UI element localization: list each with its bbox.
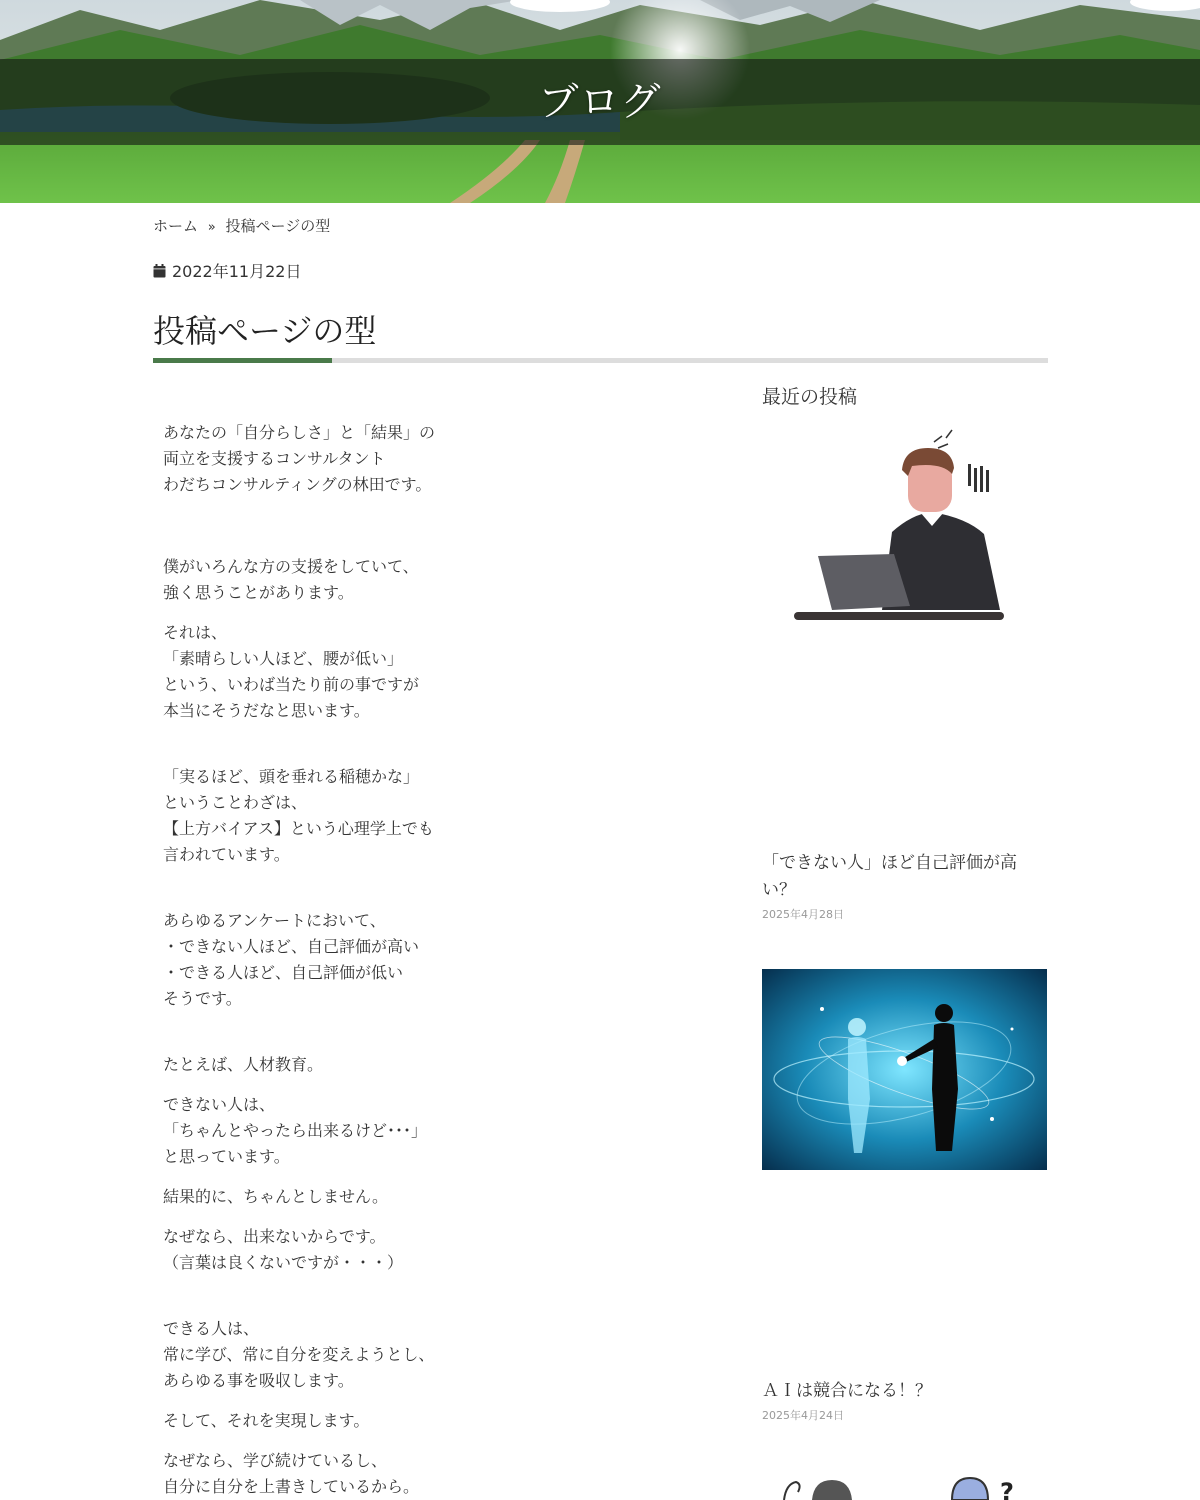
paragraph: できる人は、 常に学び、常に自分を変えようとし、 あらゆる事を吸収します。 (163, 1319, 435, 1390)
sidebar-heading: 最近の投稿 (762, 386, 858, 408)
paragraph: 「実るほど、頭を垂れる稲穂かな」 ということわざは、 【上方バイアス】という心理学上でも 言われています。 (163, 767, 434, 864)
recent-post-thumbnail-2[interactable] (762, 969, 1047, 1170)
calendar-icon (153, 264, 166, 278)
paragraph: そして、それを実現します。 (163, 1411, 370, 1430)
paragraph: なぜなら、学び続けているし、 自分に自分を上書きしているから。 (163, 1451, 420, 1496)
breadcrumb-current: 投稿ページの型 (225, 217, 331, 235)
paragraph: できない人は、 「ちゃんとやったら出来るけど･･･」 と思っています。 (163, 1095, 428, 1166)
svg-text:?: ? (1000, 1478, 1014, 1500)
paragraph: あなたの「自分らしさ」と「結果」の 両立を支援するコンサルタント わだちコンサルティングの林田です。 (163, 423, 436, 494)
recent-post-title-2[interactable]: ＡＩは競合になる！？ (762, 1381, 932, 1401)
paragraph: なぜなら、出来ないからです。 （言葉は良くないですが・・・） (163, 1227, 404, 1272)
recent-post-thumbnail-1[interactable] (762, 428, 1047, 628)
breadcrumb-separator: » (207, 220, 216, 235)
paragraph: それは、 「素晴らしい人ほど、腰が低い」 という、いわば当たり前の事ですが 本当にそうだなと思います。 (163, 623, 420, 720)
post-date-text: 2022年11月22日 (172, 262, 302, 281)
recent-post-date-2: 2025年4月24日 (762, 1409, 844, 1422)
paragraph: たとえば、人材教育。 (163, 1055, 324, 1074)
paragraph: 結果的に、ちゃんとしません。 (163, 1187, 388, 1206)
breadcrumb-home-link[interactable]: ホーム (153, 217, 199, 235)
paragraph: あらゆるアンケートにおいて、 ・できない人ほど、自己評価が高い ・できる人ほど、自己評価が低い そうです。 (163, 911, 420, 1008)
site-section-title: ブログ (538, 79, 662, 125)
question-characters-icon (762, 1472, 1047, 1500)
header-banner (0, 0, 1200, 203)
recent-post-thumbnail-3[interactable] (762, 1472, 1047, 1500)
recent-post-date-1: 2025年4月28日 (762, 908, 844, 921)
breadcrumb (153, 215, 330, 236)
title-underline-accent (153, 358, 332, 363)
paragraph: 僕がいろんな方の支援をしていて、 強く思うことがあります。 (163, 557, 419, 602)
ai-hologram-image (762, 969, 1047, 1170)
page-title: 投稿ページの型 (153, 312, 377, 350)
post-date (153, 259, 301, 282)
recent-post-title-1[interactable]: 「できない人」ほど自己評価が高い？ (762, 853, 1017, 900)
frustrated-businessman-icon (762, 428, 1047, 628)
post-content (163, 420, 603, 1500)
